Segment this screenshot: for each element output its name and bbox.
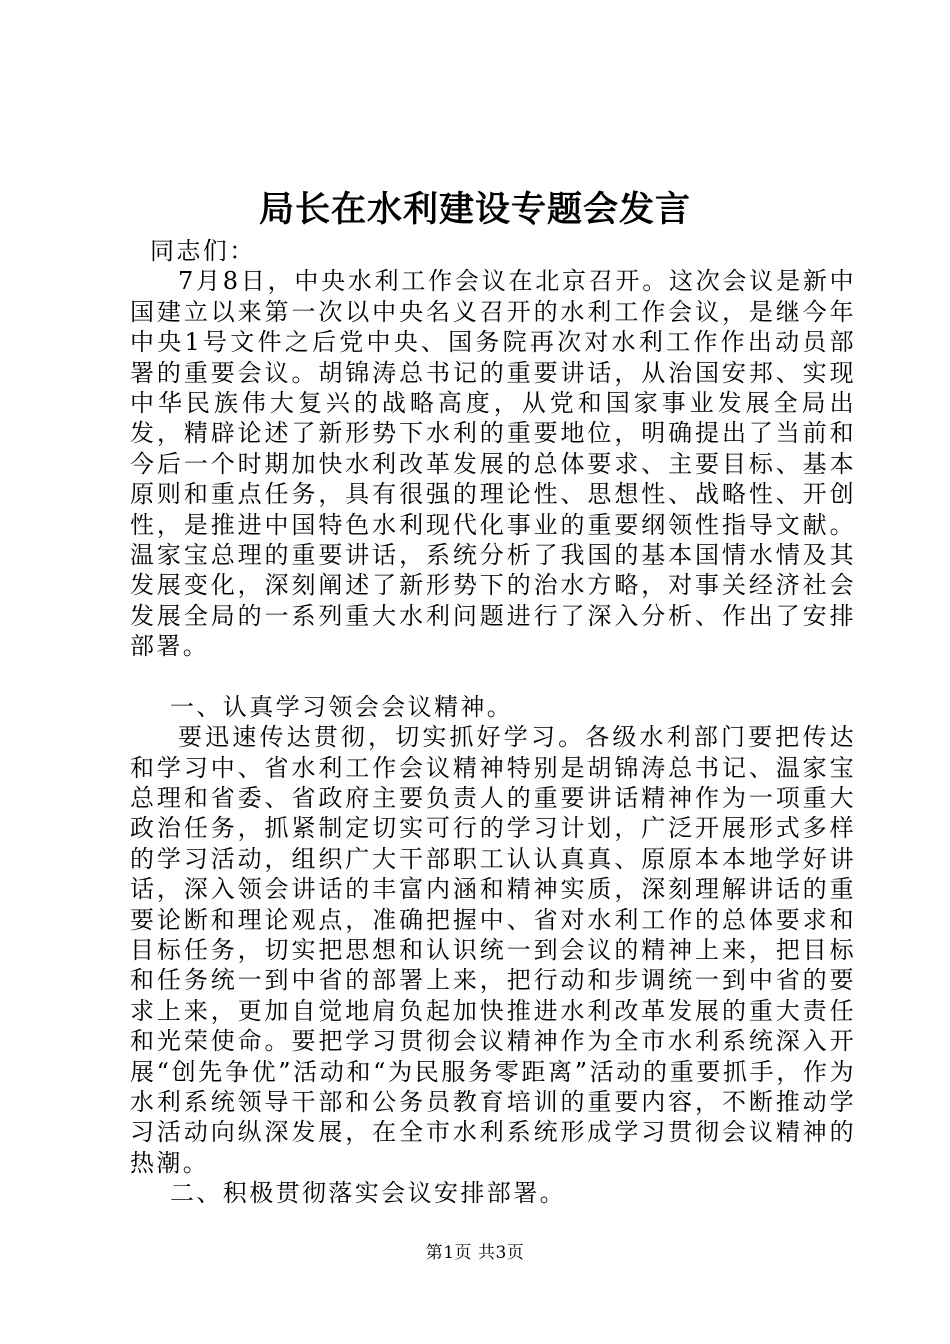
section-2-heading: 二、积极贯彻落实会议安排部署。	[170, 1179, 566, 1208]
page-footer: 第1页 共3页	[425, 1243, 525, 1263]
section-1-paragraph: 要迅速传达贯彻，切实抓好学习。各级水利部门要把传达和学习中、省水利工作会议精神特别是胡锦涛总书记、温家宝总理和省委、省政府主要负责人的重要讲话精神作为一项重大政治任务，抓紧制定切实可行的学习计划，广泛开展形式多样的学习活动，组织广大干部职工认认真真、原原本本地学好讲话，深入领会讲话的丰富内涵和精神实质，深刻理解讲话的重要论断和理论观点，准确把握中、省对水利工作的总体要求和目标任务，切实把思想和认识统一到会议的精神上来，把目标和任务统一到中省的部署上来，把行动和步调统一到中省的要求上来，更加自觉地肩负起加快推进水利改革发展的重大责任和光荣使命。要把学习贯彻会议精神作为全市水利系统深入开展“创先争优”活动和“为民服务零距离”活动的重要抓手，作为水利系统领导干部和公务员教育培训的重要内容，不断推动学习活动向纵深发展，在全市水利系统形成学习贯彻会议精神的热潮。	[130, 723, 856, 1177]
document-title: 局长在水利建设专题会发言	[258, 189, 691, 230]
document-body	[130, 236, 856, 1209]
section-1-heading: 一、认真学习领会会议精神。	[170, 692, 514, 721]
intro-paragraph: 7月8日，中央水利工作会议在北京召开。这次会议是新中国建立以来第一次以中央名义召开的水利工作会议，是继今年中央1号文件之后党中央、国务院再次对水利工作作出动员部署的重要会议。胡锦涛总书记的重要讲话，从治国安邦、实现中华民族伟大复兴的战略高度，从党和国家事业发展全局出发，精辟论述了新形势下水利的重要地位，明确提出了当前和今后一个时期加快水利改革发展的总体要求、主要目标、基本原则和重点任务，具有很强的理论性、思想性、战略性、开创性，是推进中国特色水利现代化事业的重要纲领性指导文献。温家宝总理的重要讲话，系统分析了我国的基本国情水情及其发展变化，深刻阐述了新形势下的治水方略，对事关经济社会发展全局的一系列重大水利问题进行了深入分析、作出了安排部署。	[130, 267, 856, 661]
salutation: 同志们：	[150, 237, 256, 265]
